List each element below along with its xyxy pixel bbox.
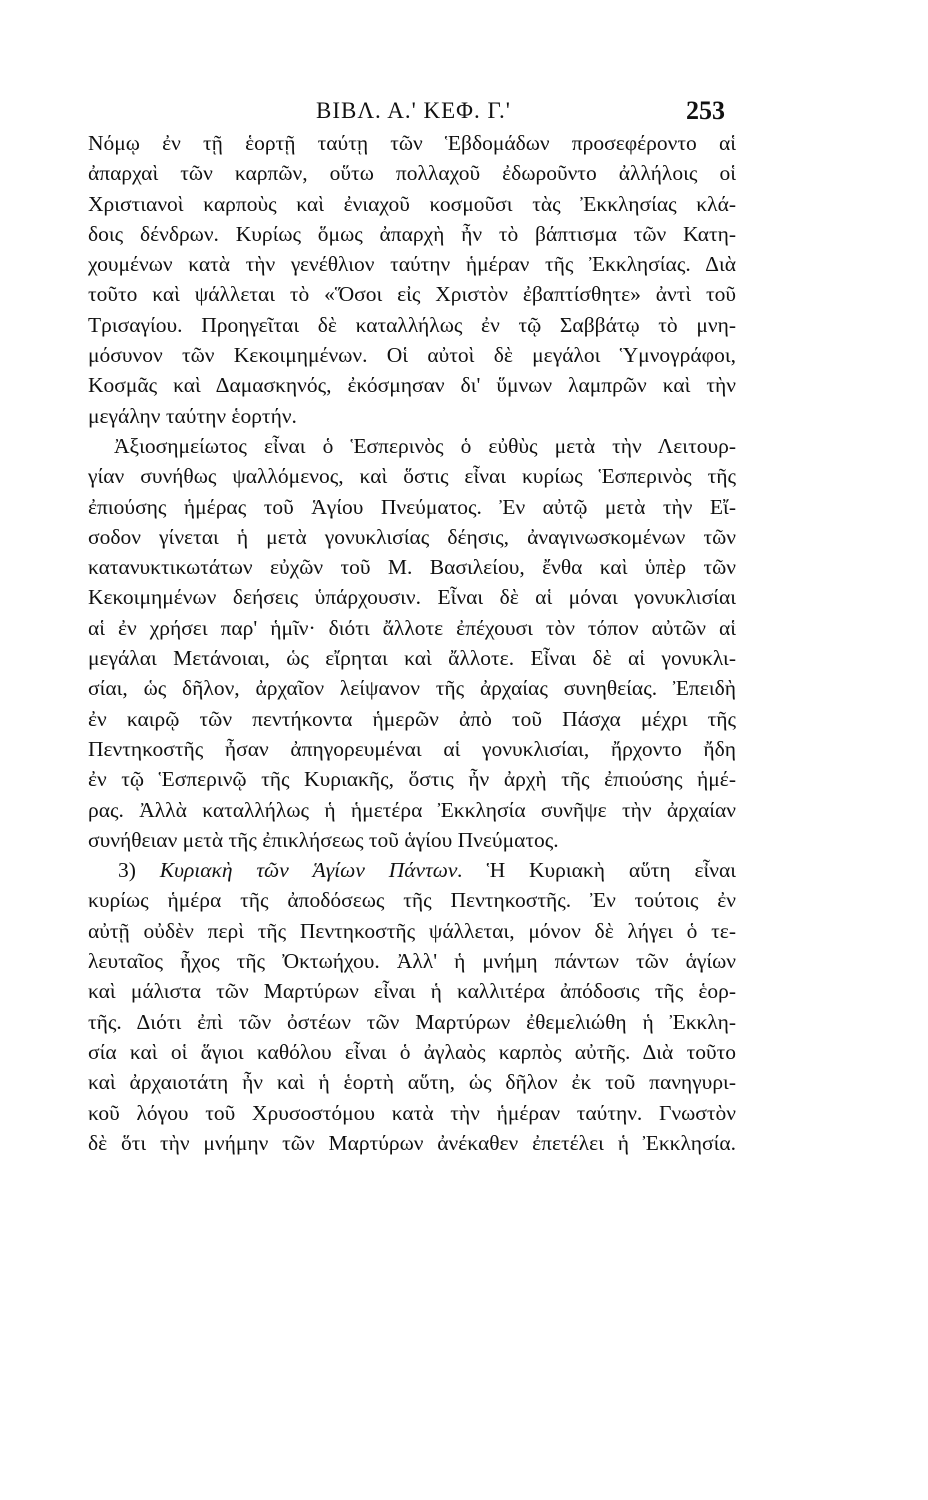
text-line: μόσυνον τῶν Κεκοιμημένων. Οἱ αὐτοὶ δὲ μεγάλοι Ὑμνογράφοι, xyxy=(88,343,736,368)
text-line: καὶ ἀρχαιοτάτη ἦν καὶ ἡ ἑορτὴ αὕτη, ὡς δῆλον ἐκ τοῦ πανηγυρι- xyxy=(88,1070,736,1095)
running-title: ΒΙΒΛ. Α.' ΚΕΦ. Γ.' xyxy=(316,98,511,123)
text-line: δὲ ὅτι τὴν μνήμην τῶν Μαρτύρων ἀνέκαθεν ἐπετέλει ἡ Ἐκκλησία. xyxy=(88,1130,736,1155)
text-line: ἐπιούσης ἡμέρας τοῦ Ἁγίου Πνεύματος. Ἐν αὐτῷ μετὰ τὴν Εἴ- xyxy=(88,494,736,519)
text-line: κοῦ λόγου τοῦ Χρυσοστόμου κατὰ τὴν ἡμέραν ταύτην. Γνωστὸν xyxy=(88,1100,736,1125)
text-line: σοδον γίνεται ἡ μετὰ γονυκλισίας δέησις, ἀναγινωσκομένων τῶν xyxy=(88,524,736,549)
text-line: μεγάλην ταύτην ἑορτήν. xyxy=(88,403,297,428)
text-line: λευταῖος ἦχος τῆς Ὀκτωήχου. Ἀλλ' ἡ μνήμη πάντων τῶν ἁγίων xyxy=(88,949,736,974)
text-line: Χριστιανοὶ καρποὺς καὶ ἐνιαχοῦ κοσμοῦσι τὰς Ἐκκλησίας κλά- xyxy=(88,191,736,216)
text-line: καὶ μάλιστα τῶν Μαρτύρων εἶναι ἡ καλλιτέρα ἀπόδοσις τῆς ἑορ- xyxy=(88,979,736,1004)
text-line: Πεντηκοστῆς ἦσαν ἀπηγορευμέναι αἱ γονυκλισίαι, ἤρχοντο ἤδη xyxy=(88,736,736,761)
text-line: ρας. Ἀλλὰ καταλλήλως ἡ ἡμετέρα Ἐκκλησία συνῆψε τὴν ἀρχαίαν xyxy=(88,797,736,822)
section-number: 3) xyxy=(118,858,136,883)
text-line: τῆς. Διότι ἐπὶ τῶν ὀστέων τῶν Μαρτύρων ἐθεμελιώθη ἡ Ἐκκλη- xyxy=(88,1009,736,1034)
body-text xyxy=(88,128,736,1158)
section-heading-rest: Ἡ Κυριακὴ αὕτη εἶναι xyxy=(486,858,737,883)
text-line: αἱ ἐν χρήσει παρ' ἡμῖν· διότι ἄλλοτε ἐπέχουσι τὸν τόπον αὐτῶν αἱ xyxy=(88,615,736,640)
text-line: αὐτῇ οὐδὲν περὶ τῆς Πεντηκοστῆς ψάλλεται, μόνον δὲ λήγει ὁ τε- xyxy=(88,918,736,943)
text-line: δοις δένδρων. Κυρίως ὅμως ἀπαρχὴ ἦν τὸ βάπτισμα τῶν Κατη- xyxy=(88,221,736,246)
text-line: χουμένων κατὰ τὴν γενέθλιον ταύτην ἡμέραν τῆς Ἐκκλησίας. Διὰ xyxy=(88,252,736,277)
text-line: Ἀξιοσημείωτος εἶναι ὁ Ἑσπερινὸς ὁ εὐθὺς μετὰ τὴν Λειτουρ- xyxy=(114,433,736,458)
text-line: Νόμῳ ἐν τῇ ἑορτῇ ταύτῃ τῶν Ἑβδομάδων προσεφέροντο αἱ xyxy=(88,131,736,155)
text-line: κυρίως ἡμέρα τῆς ἀποδόσεως τῆς Πεντηκοστῆς. Ἐν τούτοις ἐν xyxy=(88,888,736,913)
text-line: Κοσμᾶς καὶ Δαμασκηνός, ἐκόσμησαν δι' ὕμνων λαμπρῶν καὶ τὴν xyxy=(88,373,736,398)
text-line: ἀπαρχαὶ τῶν καρπῶν, οὕτω πολλαχοῦ ἐδωροῦντο ἀλλήλοις οἱ xyxy=(88,161,736,186)
text-line: συνήθειαν μετὰ τῆς ἐπικλήσεως τοῦ ἁγίου Πνεύματος. xyxy=(88,827,559,852)
text-line: Κεκοιμημένων δεήσεις ὑπάρχουσιν. Εἶναι δὲ αἱ μόναι γονυκλισίαι xyxy=(88,585,736,610)
text-line: γίαν συνήθως ψαλλόμενος, καὶ ὅστις εἶναι κυρίως Ἑσπερινὸς τῆς xyxy=(88,464,736,489)
text-line: τοῦτο καὶ ψάλλεται τὸ «Ὅσοι εἰς Χριστὸν ἐβαπτίσθητε» ἀντὶ τοῦ xyxy=(88,282,736,307)
text-line: ἐν καιρῷ τῶν πεντήκοντα ἡμερῶν ἀπὸ τοῦ Πάσχα μέχρι τῆς xyxy=(88,706,736,731)
text-line: κατανυκτικωτάτων εὐχῶν τοῦ Μ. Βασιλείου, ἔνθα καὶ ὑπὲρ τῶν xyxy=(88,555,736,580)
text-line: σία καὶ οἱ ἅγιοι καθόλου εἶναι ὁ ἀγλαὸς καρπὸς αὐτῆς. Διὰ τοῦτο xyxy=(88,1039,736,1064)
running-header xyxy=(0,96,928,130)
text-line: ἐν τῷ Ἑσπερινῷ τῆς Κυριακῆς, ὅστις ἦν ἀρχὴ τῆς ἐπιούσης ἡμέ- xyxy=(88,767,736,792)
text-line: μεγάλαι Μετάνοιαι, ὡς εἴρηται καὶ ἄλλοτε. Εἶναι δὲ αἱ γονυκλι- xyxy=(88,646,736,671)
text-line: σίαι, ὡς δῆλον, ἀρχαῖον λείψανον τῆς ἀρχαίας συνηθείας. Ἐπειδὴ xyxy=(88,676,736,701)
page-number: 253 xyxy=(686,96,725,125)
section-heading-line xyxy=(88,855,736,885)
text-line: Τρισαγίου. Προηγεῖται δὲ καταλλήλως ἐν τῷ Σαββάτῳ τὸ μνη- xyxy=(88,312,736,337)
section-title: Κυριακὴ τῶν Ἁγίων Πάντων. xyxy=(159,858,463,883)
